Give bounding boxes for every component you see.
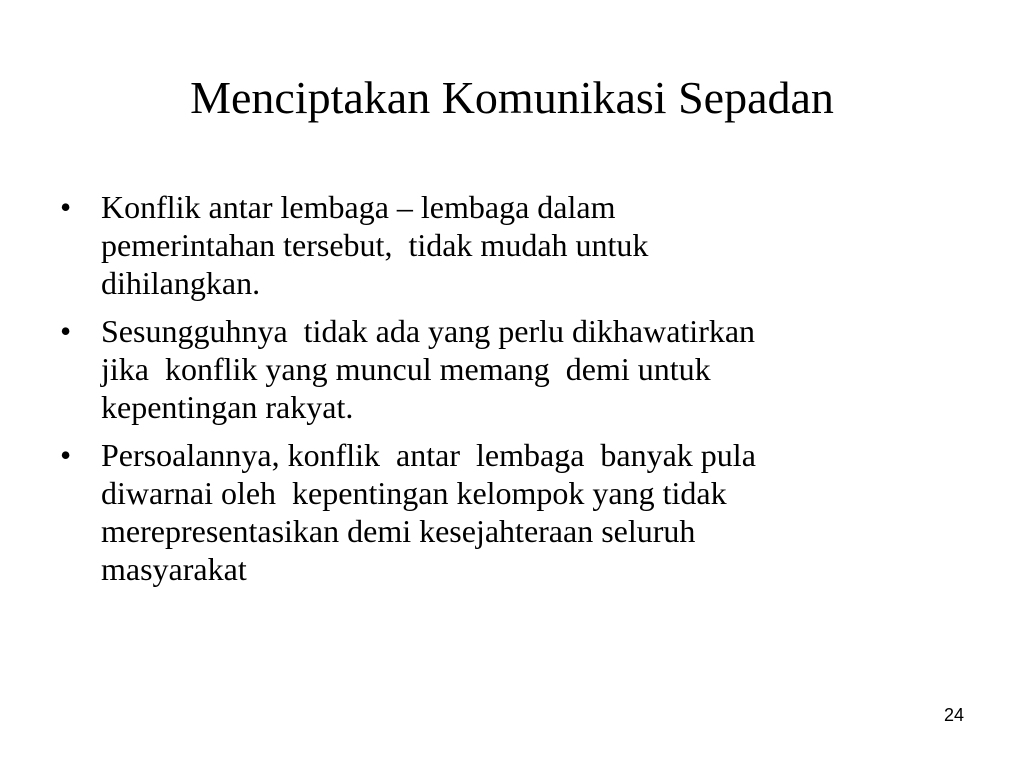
bullet-text-line: kepentingan rakyat. xyxy=(101,389,354,425)
bullet-text-line: Persoalannya, konflik antar lembaga banyak pula xyxy=(101,437,756,473)
bullet-text-line: Konflik antar lembaga – lembaga dalam xyxy=(101,189,616,225)
bullet-text-line: dihilangkan. xyxy=(101,265,261,301)
bullet-text-line: jika konflik yang muncul memang demi untuk xyxy=(101,351,711,387)
bullet-marker: • xyxy=(60,313,72,349)
bullet-item xyxy=(60,436,960,588)
bullet-text-line: Sesungguhnya tidak ada yang perlu dikhawatirkan xyxy=(101,313,756,349)
bullet-item xyxy=(60,188,960,302)
bullet-list xyxy=(60,188,960,598)
page-number: 24 xyxy=(943,705,964,725)
slide-title: Menciptakan Komunikasi Sepadan xyxy=(190,72,834,123)
bullet-text-line: masyarakat xyxy=(101,551,247,587)
bullet-text-line: diwarnai oleh kepentingan kelompok yang tidak xyxy=(101,475,727,511)
bullet-text-line: merepresentasikan demi kesejahteraan seluruh xyxy=(101,513,696,549)
bullet-marker: • xyxy=(60,189,72,225)
bullet-text-line: pemerintahan tersebut, tidak mudah untuk xyxy=(101,227,649,263)
bullet-marker: • xyxy=(60,437,72,473)
bullet-item xyxy=(60,312,960,426)
